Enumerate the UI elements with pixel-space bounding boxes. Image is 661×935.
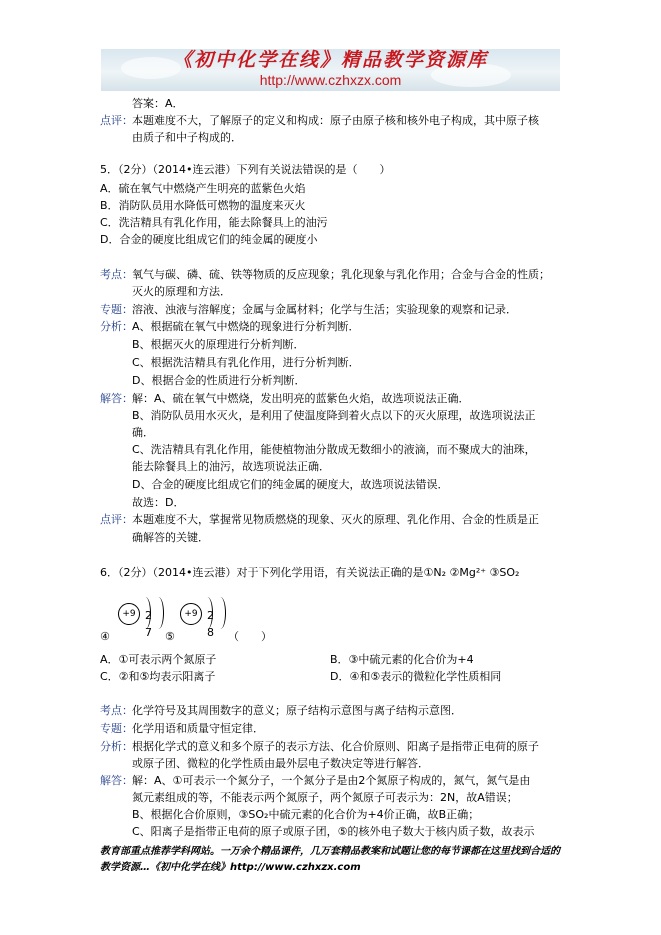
q5-option-a: A．硫在氧气中燃烧产生明亮的蓝紫色火焰	[100, 182, 306, 195]
shell-arc	[153, 597, 164, 629]
subject-text: 溶液、浊液与溶解度；金属与金属材料；化学与生活；实验现象的观察和记录．	[132, 303, 517, 316]
review-text-cont: 确解答的关键．	[132, 531, 209, 544]
review-text: 本题难度不大，掌握常见物质燃烧的现象、灭火的原理、乳化作用、合金的性质是正	[132, 513, 539, 526]
solution6-c: C、阳离子是指带正电荷的原子或原子团，⑤的核外电子数大于核内质子数，故表示	[132, 825, 535, 838]
solution-b-cont: 确．	[132, 426, 154, 439]
question-5: 5．（2分）（2014•连云港）下列有关说法错误的是（ ）	[100, 163, 391, 176]
solution-label: 解答：	[100, 392, 133, 405]
analysis6-text: 根据化学式的意义和多个原子的表示方法、化合价原则、阳离子是指带正电荷的原子	[132, 740, 539, 753]
q6-option-d: D．④和⑤表示的微粒化学性质相同	[330, 670, 502, 683]
banner-title: 《初中化学在线》精品教学资源库	[172, 49, 488, 71]
header-banner	[101, 49, 560, 91]
topic6-label: 考点：	[100, 704, 133, 717]
solution-c: C、洗洁精具有乳化作用，能使植物油分散成无数细小的液滴，而不聚成大的油珠，	[132, 443, 536, 456]
topic-label: 考点：	[100, 268, 133, 281]
q5-option-b: B．消防队员用水降低可燃物的温度来灭火	[100, 199, 306, 212]
solution-b: B、消防队员用水灭火，是利用了使温度降到着火点以下的灭火原理，故选项说法正	[132, 409, 536, 422]
solution6-b: B、根据化合价原则，③SO₂中硫元素的化合价为+4价正确，故B正确；	[132, 808, 480, 821]
label-5: ⑤	[165, 630, 175, 643]
shell-electrons-4: 2 7	[145, 609, 152, 639]
comment-text: 本题难度不大，了解原子的定义和构成：原子由原子核和核外电子构成，其中原子核	[132, 114, 539, 127]
shell-electrons-5: 2 8	[207, 609, 214, 639]
q6-option-c: C．②和⑤均表示阳离子	[100, 670, 216, 683]
nucleus-5: +9	[180, 603, 202, 625]
comment-label: 点评：	[100, 114, 133, 127]
subject-label: 专题：	[100, 303, 133, 316]
analysis-c: C、根据洗洁精具有乳化作用，进行分析判断．	[132, 356, 360, 369]
analysis-a: A、根据硫在氧气中燃烧的现象进行分析判断．	[132, 320, 360, 333]
solution6-a: 解：A、①可表示一个氮分子，一个氮分子是由2个氮原子构成的，氮气，氮气是由	[132, 774, 531, 787]
solution6-a-cont: 氮元素组成的等，不能表示两个氮原子，两个氮原子可表示为：2N，故A错误；	[132, 791, 518, 804]
solution-a: 解：A、硫在氧气中燃烧，发出明亮的蓝紫色火焰，故选项说法正确．	[132, 392, 470, 405]
subject6-label: 专题：	[100, 722, 133, 735]
label-4: ④	[100, 630, 110, 643]
question-6-stem: 6．（2分）（2014•连云港）对于下列化学用语，有关说法正确的是	[100, 566, 424, 579]
answer-paren: （ ）	[228, 630, 272, 643]
solution6-label: 解答：	[100, 774, 133, 787]
review-label: 点评：	[100, 513, 133, 526]
page-footer	[100, 844, 570, 876]
answer-line: 答案：A．	[132, 97, 184, 110]
banner-url[interactable]: http://www.czhxzx.com	[259, 72, 402, 88]
solution-c-cont: 能去除餐具上的油污，故选项说法正确．	[132, 460, 330, 473]
analysis6-text-cont: 或原子团、微粒的化学性质由最外层电子数决定等进行解答．	[132, 757, 429, 770]
q5-option-c: C．洗洁精具有乳化作用，能去除餐具上的油污	[100, 216, 328, 229]
question-6-symbols: ①N₂ ②Mg²⁺ ③SO₂	[423, 566, 520, 579]
analysis-label: 分析：	[100, 320, 133, 333]
shell-arc	[215, 597, 226, 629]
q5-option-d: D．合金的硬度比组成它们的纯金属的硬度小	[100, 233, 318, 246]
footer-line-1: 教育部重点推荐学科网站。一万余个精品课件，几万套精品教案和试题让您的每节课都在这里找到合适的	[100, 846, 560, 857]
solution-d: D、合金的硬度比组成它们的纯金属的硬度大，故选项说法错误．	[132, 478, 449, 491]
solution-choice: 故选：D．	[132, 496, 185, 509]
analysis6-label: 分析：	[100, 740, 133, 753]
analysis-b: B、根据灭火的原理进行分析判断．	[132, 338, 305, 351]
q6-option-b: B．③中硫元素的化合价为+4	[330, 653, 474, 666]
footer-line-2[interactable]: 教学资源…《初中化学在线》http://www.czhxzx.com	[100, 862, 361, 873]
nucleus-4: +9	[118, 603, 140, 625]
question-6	[100, 564, 519, 581]
topic-text: 氧气与碳、磷、硫、铁等物质的反应现象；乳化现象与乳化作用；合金与合金的性质；	[132, 268, 550, 281]
subject6-text: 化学用语和质量守恒定律．	[132, 722, 264, 735]
topic-text-cont: 灭火的原理和方法．	[132, 285, 231, 298]
comment-text-cont: 由质子和中子构成的．	[132, 131, 242, 144]
topic6-text: 化学符号及其周围数字的意义；原子结构示意图与离子结构示意图．	[132, 704, 462, 717]
q6-option-a: A．①可表示两个氮原子	[100, 653, 217, 666]
analysis-d: D、根据合金的性质进行分析判断．	[132, 374, 306, 387]
